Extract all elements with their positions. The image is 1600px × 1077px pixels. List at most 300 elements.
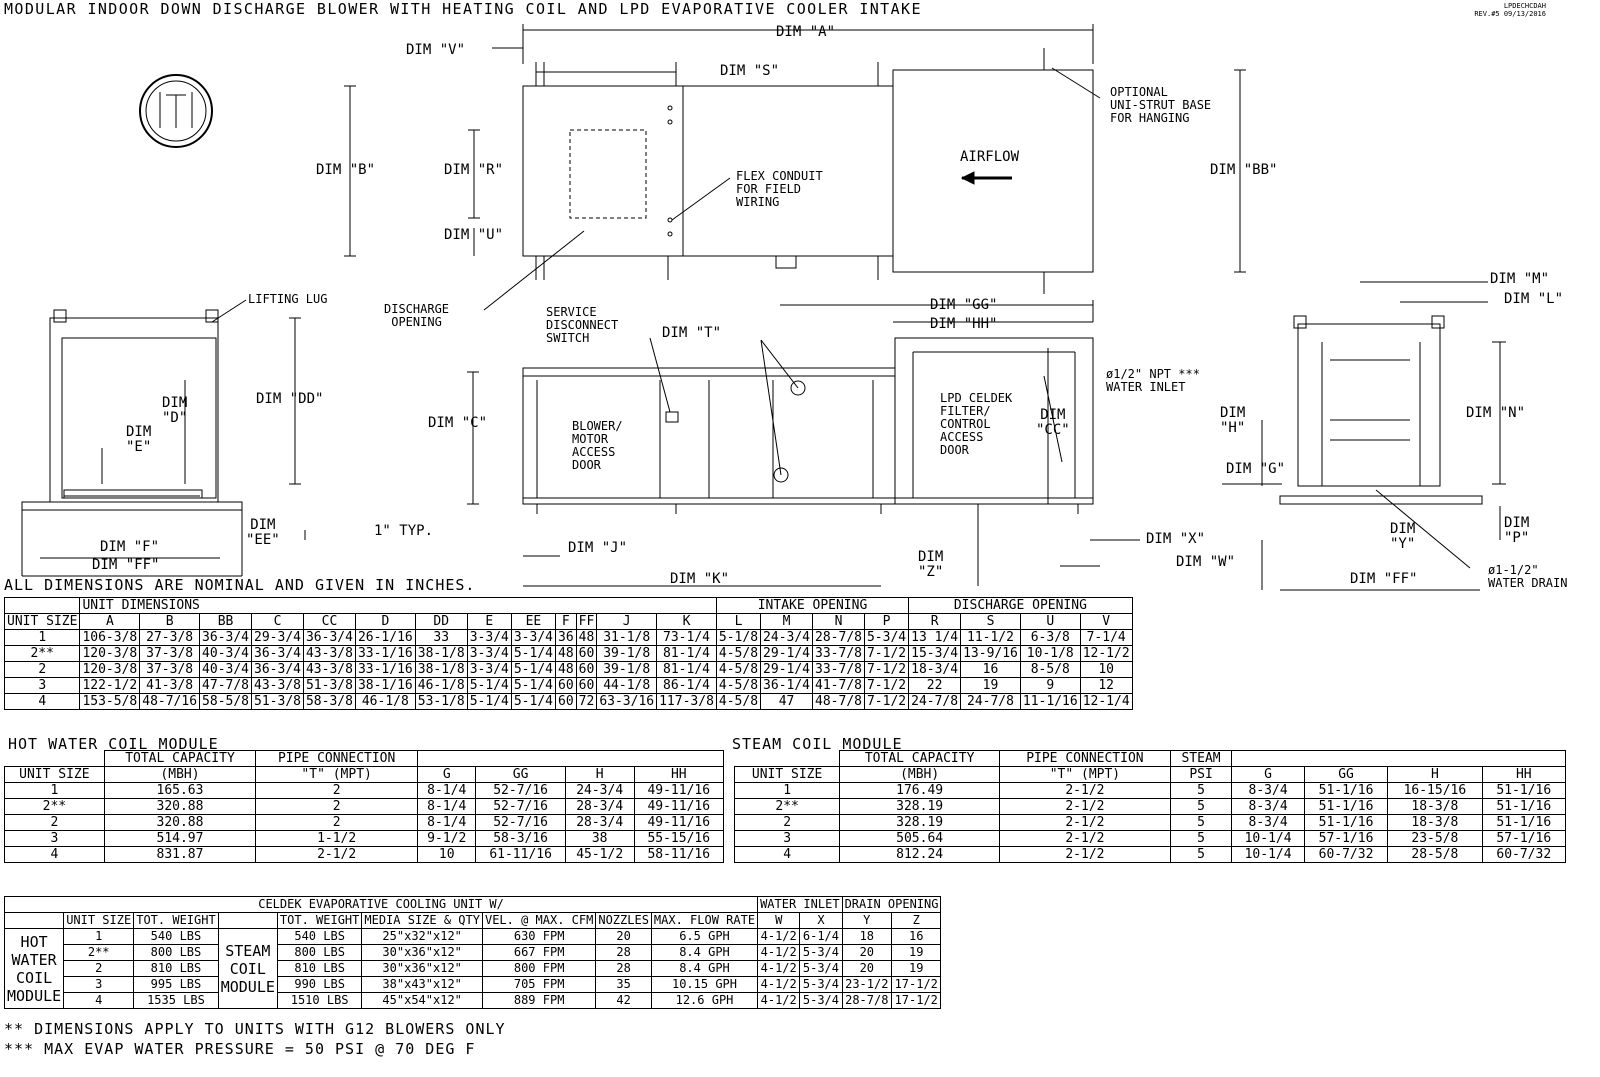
- table-group-header-row: [5, 598, 1133, 614]
- table-cell: 810 LBS: [134, 961, 218, 977]
- table-cell: 11-1/2: [961, 630, 1021, 646]
- table-cell: 630 FPM: [482, 929, 595, 945]
- table-cell: 36-3/4: [252, 662, 304, 678]
- table-cell: 106-3/8: [80, 630, 140, 646]
- table-cell: 18-3/4: [909, 662, 961, 678]
- table-cell: 49-11/16: [634, 815, 723, 831]
- table-cell: 24-3/4: [565, 783, 634, 799]
- table-header-cell: M: [761, 614, 813, 630]
- table-cell: 51-1/16: [1304, 815, 1387, 831]
- table-cell: 17-1/2: [892, 977, 941, 993]
- dim-cc-label: DIM "CC": [1036, 407, 1070, 438]
- table-cell: 328.19: [840, 799, 1000, 815]
- table-cell: 38-1/16: [355, 678, 415, 694]
- table-cell: 2: [64, 961, 134, 977]
- table-header-cell: (MBH): [840, 767, 1000, 783]
- table-header-row: [735, 751, 1566, 767]
- table-cell: 8-3/4: [1232, 799, 1304, 815]
- table-cell: 51-3/8: [252, 694, 304, 710]
- note-pressure: *** MAX EVAP WATER PRESSURE = 50 PSI @ 70 DEG F: [4, 1040, 476, 1058]
- table-cell: 4-1/2: [758, 977, 800, 993]
- table-header-cell: STEAM: [1170, 751, 1232, 767]
- table-cell: 28: [596, 961, 652, 977]
- table-cell: 47-7/8: [200, 678, 252, 694]
- table-cell: 52-7/16: [476, 783, 565, 799]
- table-header-cell: J: [597, 614, 657, 630]
- table-header-cell: H: [1388, 767, 1482, 783]
- table-header-cell: GG: [476, 767, 565, 783]
- table-cell: 73-1/4: [657, 630, 717, 646]
- table-cell: 1: [5, 783, 105, 799]
- table-cell: 45-1/2: [565, 847, 634, 863]
- table-cell: 10-1/8: [1020, 646, 1080, 662]
- table-header-cell: [5, 751, 105, 767]
- table-cell: 2-1/2: [1000, 783, 1171, 799]
- table-cell: 57-1/16: [1304, 831, 1387, 847]
- table-cell: 2: [5, 662, 80, 678]
- dim-z-label: DIM "Z": [918, 549, 944, 580]
- table-row: [5, 783, 724, 799]
- table-cell: 19: [892, 945, 941, 961]
- table-cell: 41-3/8: [140, 678, 200, 694]
- table-row: [5, 662, 1133, 678]
- table-header-cell: "T" (MPT): [1000, 767, 1171, 783]
- table-cell: 86-1/4: [657, 678, 717, 694]
- table-cell: 2: [5, 815, 105, 831]
- table-header-cell: D: [355, 614, 415, 630]
- table-cell: 2-1/2: [256, 847, 418, 863]
- table-cell: 4-1/2: [758, 945, 800, 961]
- table-header-row: [5, 767, 724, 783]
- table-header-cell: FF: [576, 614, 597, 630]
- table-cell: 5: [1170, 831, 1232, 847]
- table-header-cell: C: [252, 614, 304, 630]
- table-cell: 20: [596, 929, 652, 945]
- dim-u-label: DIM "U": [444, 227, 504, 243]
- table-cell: 25"x32"x12": [362, 929, 483, 945]
- table-header-cell: TOTAL CAPACITY: [104, 751, 255, 767]
- table-row: [5, 630, 1133, 646]
- dim-b-label: DIM "B": [316, 162, 376, 178]
- all-dimensions-note: ALL DIMENSIONS ARE NOMINAL AND GIVEN IN INCHES.: [4, 576, 476, 594]
- table-cell: 320.88: [104, 799, 255, 815]
- table-cell: 51-1/16: [1304, 783, 1387, 799]
- table-cell: 43-3/8: [252, 678, 304, 694]
- table-cell: 9: [1020, 678, 1080, 694]
- table-cell: 48: [576, 630, 597, 646]
- service-disconnect-label: SERVICE DISCONNECT SWITCH: [546, 305, 619, 345]
- table-cell: 60-7/32: [1304, 847, 1387, 863]
- dim-gg-label: DIM "GG": [930, 297, 998, 313]
- table-cell: 31-1/8: [597, 630, 657, 646]
- table-cell: 43-3/8: [303, 646, 355, 662]
- table-cell: 3-3/4: [467, 630, 511, 646]
- table-row: [5, 694, 1133, 710]
- table-header-cell: CC: [303, 614, 355, 630]
- dim-p-label: DIM "P": [1504, 515, 1530, 546]
- table-cell: 176.49: [840, 783, 1000, 799]
- table-row: [735, 831, 1566, 847]
- table-cell: 27-3/8: [140, 630, 200, 646]
- dim-t-label: DIM "T": [662, 325, 722, 341]
- table-cell: 122-1/2: [80, 678, 140, 694]
- table-row: [735, 783, 1566, 799]
- table-cell: 1510 LBS: [277, 993, 361, 1009]
- table-cell: 6.5 GPH: [651, 929, 757, 945]
- table-cell: 5: [1170, 799, 1232, 815]
- table-cell: 6-1/4: [800, 929, 842, 945]
- table-cell: 51-1/16: [1482, 783, 1565, 799]
- table-cell: 48-7/8: [813, 694, 865, 710]
- table-cell: 48-7/16: [140, 694, 200, 710]
- table-header-cell: K: [657, 614, 717, 630]
- dim-y-label: DIM "Y": [1390, 521, 1416, 552]
- table-cell: 5-3/4: [800, 993, 842, 1009]
- dim-hh-label: DIM "HH": [930, 316, 998, 332]
- table-cell: 10: [418, 847, 476, 863]
- table-header-cell: F: [556, 614, 577, 630]
- table-cell: 800 LBS: [134, 945, 218, 961]
- dim-ff-label: DIM "FF": [92, 557, 160, 573]
- table-header-cell: H: [565, 767, 634, 783]
- table-header-cell: UNIT SIZE: [64, 913, 134, 929]
- table-cell: 10-1/4: [1232, 831, 1304, 847]
- table-header-cell: TOTAL CAPACITY: [840, 751, 1000, 767]
- table-cell: 5-1/4: [511, 694, 555, 710]
- table-cell: 18-3/8: [1388, 799, 1482, 815]
- table-cell: 3: [64, 977, 134, 993]
- table-cell: 2-1/2: [1000, 799, 1171, 815]
- table-row: [735, 847, 1566, 863]
- table-cell: 48: [556, 662, 577, 678]
- table-cell: 2-1/2: [1000, 815, 1171, 831]
- table-row: [5, 847, 724, 863]
- dim-j-label: DIM "J": [568, 540, 628, 556]
- table-cell: 40-3/4: [200, 646, 252, 662]
- table-header-row: [5, 897, 941, 913]
- table-cell: 24-7/8: [909, 694, 961, 710]
- table-cell: 4: [5, 694, 80, 710]
- table-cell: 28-5/8: [1388, 847, 1482, 863]
- table-header-cell: HH: [634, 767, 723, 783]
- table-cell: 38"x43"x12": [362, 977, 483, 993]
- table-cell: 24-3/4: [761, 630, 813, 646]
- table-cell: 28-3/4: [565, 799, 634, 815]
- celdek-table: [4, 896, 941, 1009]
- discharge-opening-label: DISCHARGE OPENING: [384, 302, 450, 329]
- table-cell: 3: [5, 831, 105, 847]
- table-cell: 20: [842, 961, 891, 977]
- table-cell: 28-7/8: [842, 993, 891, 1009]
- table-header-cell: [1232, 751, 1566, 767]
- blower-door-label: BLOWER/ MOTOR ACCESS DOOR: [572, 419, 623, 472]
- hot-water-caption: HOT WATER COIL MODULE: [8, 735, 219, 753]
- table-cell: 60: [576, 662, 597, 678]
- table-cell: 17-1/2: [892, 993, 941, 1009]
- dim-h-label: DIM "H": [1220, 405, 1246, 436]
- table-header-row: [735, 767, 1566, 783]
- table-cell: 12-1/2: [1080, 646, 1132, 662]
- table-cell: 37-3/8: [140, 646, 200, 662]
- table-cell: 8-1/4: [418, 783, 476, 799]
- table-cell: 60: [556, 678, 577, 694]
- table-cell: 800 LBS: [277, 945, 361, 961]
- table-cell: 3: [735, 831, 840, 847]
- table-cell: 33-1/16: [355, 646, 415, 662]
- table-cell: 40-3/4: [200, 662, 252, 678]
- dim-ff2-label: DIM "FF": [1350, 571, 1418, 587]
- dim-k-label: DIM "K": [670, 571, 730, 587]
- table-header-cell: NOZZLES: [596, 913, 652, 929]
- table-cell: 16: [892, 929, 941, 945]
- table-cell: 48: [556, 646, 577, 662]
- table-cell: 19: [961, 678, 1021, 694]
- table-cell: 36-1/4: [761, 678, 813, 694]
- table-cell: 3-3/4: [467, 662, 511, 678]
- table-row: [5, 993, 941, 1009]
- table-cell: 58-3/8: [303, 694, 355, 710]
- table-cell: 5-3/4: [800, 945, 842, 961]
- table-cell: 3: [5, 678, 80, 694]
- table-header-cell: X: [800, 913, 842, 929]
- table-header-cell: GG: [1304, 767, 1387, 783]
- table-cell: 514.97: [104, 831, 255, 847]
- table-cell: 39-1/8: [597, 646, 657, 662]
- table-cell: 13 1/4: [909, 630, 961, 646]
- table-header-cell: Y: [842, 913, 891, 929]
- table-header-cell: MEDIA SIZE & QTY: [362, 913, 483, 929]
- table-cell: 33-7/8: [813, 646, 865, 662]
- table-cell: 1: [735, 783, 840, 799]
- table-cell: 4: [5, 847, 105, 863]
- table-cell: 42: [596, 993, 652, 1009]
- table-cell: 2**: [5, 646, 80, 662]
- table-row: [5, 646, 1133, 662]
- table-cell: 4-5/8: [716, 694, 760, 710]
- dim-l-label: DIM "L": [1504, 291, 1564, 307]
- table-cell: 38-1/8: [415, 646, 467, 662]
- table-cell: 2-1/2: [1000, 847, 1171, 863]
- table-cell: 810 LBS: [277, 961, 361, 977]
- table-cell: 5-1/4: [467, 678, 511, 694]
- table-header-cell: HH: [1482, 767, 1565, 783]
- table-header-cell: UNIT SIZE: [5, 767, 105, 783]
- table-cell: 6-3/8: [1020, 630, 1080, 646]
- table-cell: 46-1/8: [415, 678, 467, 694]
- table-cell: 61-11/16: [476, 847, 565, 863]
- table-cell: 44-1/8: [597, 678, 657, 694]
- airflow-label: AIRFLOW: [960, 149, 1020, 165]
- table-cell: 49-11/16: [634, 799, 723, 815]
- table-cell: 33: [415, 630, 467, 646]
- table-cell: 5: [1170, 847, 1232, 863]
- table-cell: 35: [596, 977, 652, 993]
- table-cell: 4-5/8: [716, 646, 760, 662]
- table-header-cell: [218, 913, 277, 929]
- table-cell: 889 FPM: [482, 993, 595, 1009]
- table-header-cell: [735, 751, 840, 767]
- table-cell: 8-1/4: [418, 815, 476, 831]
- table-cell: 51-1/16: [1482, 799, 1565, 815]
- table-cell: 4: [64, 993, 134, 1009]
- table-cell: 4-1/2: [758, 961, 800, 977]
- table-cell: 7-1/2: [864, 694, 908, 710]
- table-cell: 81-1/4: [657, 662, 717, 678]
- table-header-cell: L: [716, 614, 760, 630]
- table-cell: 667 FPM: [482, 945, 595, 961]
- table-cell: 10: [1080, 662, 1132, 678]
- table-cell: 705 FPM: [482, 977, 595, 993]
- hot-water-coil-table: [4, 750, 724, 863]
- table-cell: 165.63: [104, 783, 255, 799]
- lifting-lug-label: LIFTING LUG: [248, 292, 328, 306]
- table-cell: 995 LBS: [134, 977, 218, 993]
- table-row: [5, 961, 941, 977]
- table-cell: 10.15 GPH: [651, 977, 757, 993]
- table-cell: 8-3/4: [1232, 783, 1304, 799]
- table-cell: 58-5/8: [200, 694, 252, 710]
- table-cell: 52-7/16: [476, 799, 565, 815]
- drawing-title: MODULAR INDOOR DOWN DISCHARGE BLOWER WITH HEATING COIL AND LPD EVAPORATIVE COOLER INTAKE: [4, 0, 922, 18]
- table-cell: 5-1/4: [511, 662, 555, 678]
- table-header-cell: (MBH): [104, 767, 255, 783]
- table-cell: 36-3/4: [303, 630, 355, 646]
- discharge-opening-header: DISCHARGE OPENING: [909, 598, 1133, 614]
- dim-dd-label: DIM "DD": [256, 391, 324, 407]
- table-cell: 5-3/4: [800, 977, 842, 993]
- table-cell: 38-1/8: [415, 662, 467, 678]
- table-header-cell: MAX. FLOW RATE: [651, 913, 757, 929]
- table-cell: 7-1/4: [1080, 630, 1132, 646]
- table-cell: 3-3/4: [511, 630, 555, 646]
- table-cell: 41-7/8: [813, 678, 865, 694]
- table-cell: 63-3/16: [597, 694, 657, 710]
- intake-opening-header: INTAKE OPENING: [716, 598, 908, 614]
- table-cell: 1: [5, 630, 80, 646]
- table-cell: 36: [556, 630, 577, 646]
- table-header-cell: VEL. @ MAX. CFM: [482, 913, 595, 929]
- typ-label: 1" TYP.: [374, 523, 434, 539]
- table-header-cell: A: [80, 614, 140, 630]
- table-cell: 8-3/4: [1232, 815, 1304, 831]
- table-cell: 58-11/16: [634, 847, 723, 863]
- table-cell: 5: [1170, 815, 1232, 831]
- table-header-cell: V: [1080, 614, 1132, 630]
- table-header-cell: "T" (MPT): [256, 767, 418, 783]
- table-cell: 120-3/8: [80, 662, 140, 678]
- table-cell: 4-5/8: [716, 678, 760, 694]
- table-header-cell: E: [467, 614, 511, 630]
- dim-n-label: DIM "N": [1466, 405, 1526, 421]
- table-row: [5, 678, 1133, 694]
- revision-date: REV.#5 09/13/2016: [1474, 10, 1546, 18]
- note-g12: ** DIMENSIONS APPLY TO UNITS WITH G12 BLOWERS ONLY: [4, 1020, 506, 1038]
- table-cell: 812.24: [840, 847, 1000, 863]
- dim-e-label: DIM "E": [126, 424, 152, 455]
- table-cell: 2**: [64, 945, 134, 961]
- table-row: [5, 815, 724, 831]
- table-cell: 10-1/4: [1232, 847, 1304, 863]
- table-row: [5, 945, 941, 961]
- table-header-cell: TOT. WEIGHT: [277, 913, 361, 929]
- table-cell: 2: [256, 815, 418, 831]
- table-cell: 22: [909, 678, 961, 694]
- table-cell: 4-5/8: [716, 662, 760, 678]
- table-cell: 16: [961, 662, 1021, 678]
- table-cell: 36-3/4: [200, 630, 252, 646]
- table-cell: 505.64: [840, 831, 1000, 847]
- table-cell: 55-15/16: [634, 831, 723, 847]
- table-cell: 2-1/2: [1000, 831, 1171, 847]
- table-cell: 5: [1170, 783, 1232, 799]
- steam-module-label: STEAM COIL MODULE: [218, 929, 277, 1009]
- table-cell: 831.87: [104, 847, 255, 863]
- table-header-cell: P: [864, 614, 908, 630]
- table-row: [735, 815, 1566, 831]
- table-cell: 153-5/8: [80, 694, 140, 710]
- table-cell: 45"x54"x12": [362, 993, 483, 1009]
- table-cell: 23-1/2: [842, 977, 891, 993]
- drain-opening-header: DRAIN OPENING: [842, 897, 941, 913]
- table-header-cell: Z: [892, 913, 941, 929]
- unit-dimensions-table: [4, 597, 1133, 710]
- table-cell: 60: [576, 678, 597, 694]
- optional-base-label: OPTIONAL UNI-STRUT BASE FOR HANGING: [1110, 85, 1212, 125]
- table-cell: 4-1/2: [758, 929, 800, 945]
- dim-w-label: DIM "W": [1176, 554, 1236, 570]
- table-cell: 800 FPM: [482, 961, 595, 977]
- steam-caption: STEAM COIL MODULE: [732, 735, 903, 753]
- dim-m-label: DIM "M": [1490, 271, 1550, 287]
- table-cell: 52-7/16: [476, 815, 565, 831]
- water-drain-label: ø1-1/2" WATER DRAIN: [1488, 563, 1568, 590]
- table-header-cell: U: [1020, 614, 1080, 630]
- table-cell: 72: [576, 694, 597, 710]
- table-cell: 2: [256, 783, 418, 799]
- table-cell: 3-3/4: [467, 646, 511, 662]
- table-header-cell: [5, 913, 64, 929]
- table-cell: 9-1/2: [418, 831, 476, 847]
- table-cell: 57-1/16: [1482, 831, 1565, 847]
- table-row: [5, 799, 724, 815]
- table-header-cell: G: [1232, 767, 1304, 783]
- table-cell: 23-5/8: [1388, 831, 1482, 847]
- table-header-row: [5, 751, 724, 767]
- table-cell: 28-3/4: [565, 815, 634, 831]
- table-cell: 328.19: [840, 815, 1000, 831]
- table-cell: 12-1/4: [1080, 694, 1132, 710]
- table-cell: 29-3/4: [252, 630, 304, 646]
- table-row: [5, 977, 941, 993]
- flex-conduit-label: FLEX CONDUIT FOR FIELD WIRING: [736, 169, 823, 209]
- dim-a-label: DIM "A": [776, 24, 836, 40]
- table-cell: 28-7/8: [813, 630, 865, 646]
- table-cell: 7-1/2: [864, 662, 908, 678]
- table-cell: 29-1/4: [761, 646, 813, 662]
- table-cell: 60: [556, 694, 577, 710]
- table-cell: 990 LBS: [277, 977, 361, 993]
- lpd-door-label: LPD CELDEK FILTER/ CONTROL ACCESS DOOR: [940, 391, 1013, 457]
- table-header-cell: PIPE CONNECTION: [256, 751, 418, 767]
- table-cell: 30"x36"x12": [362, 945, 483, 961]
- table-cell: 4-1/2: [758, 993, 800, 1009]
- table-header-cell: N: [813, 614, 865, 630]
- dim-ee-label: DIM "EE": [246, 517, 280, 548]
- table-cell: 2**: [735, 799, 840, 815]
- table-row: [5, 929, 941, 945]
- table-header-cell: R: [909, 614, 961, 630]
- table-cell: 8-5/8: [1020, 662, 1080, 678]
